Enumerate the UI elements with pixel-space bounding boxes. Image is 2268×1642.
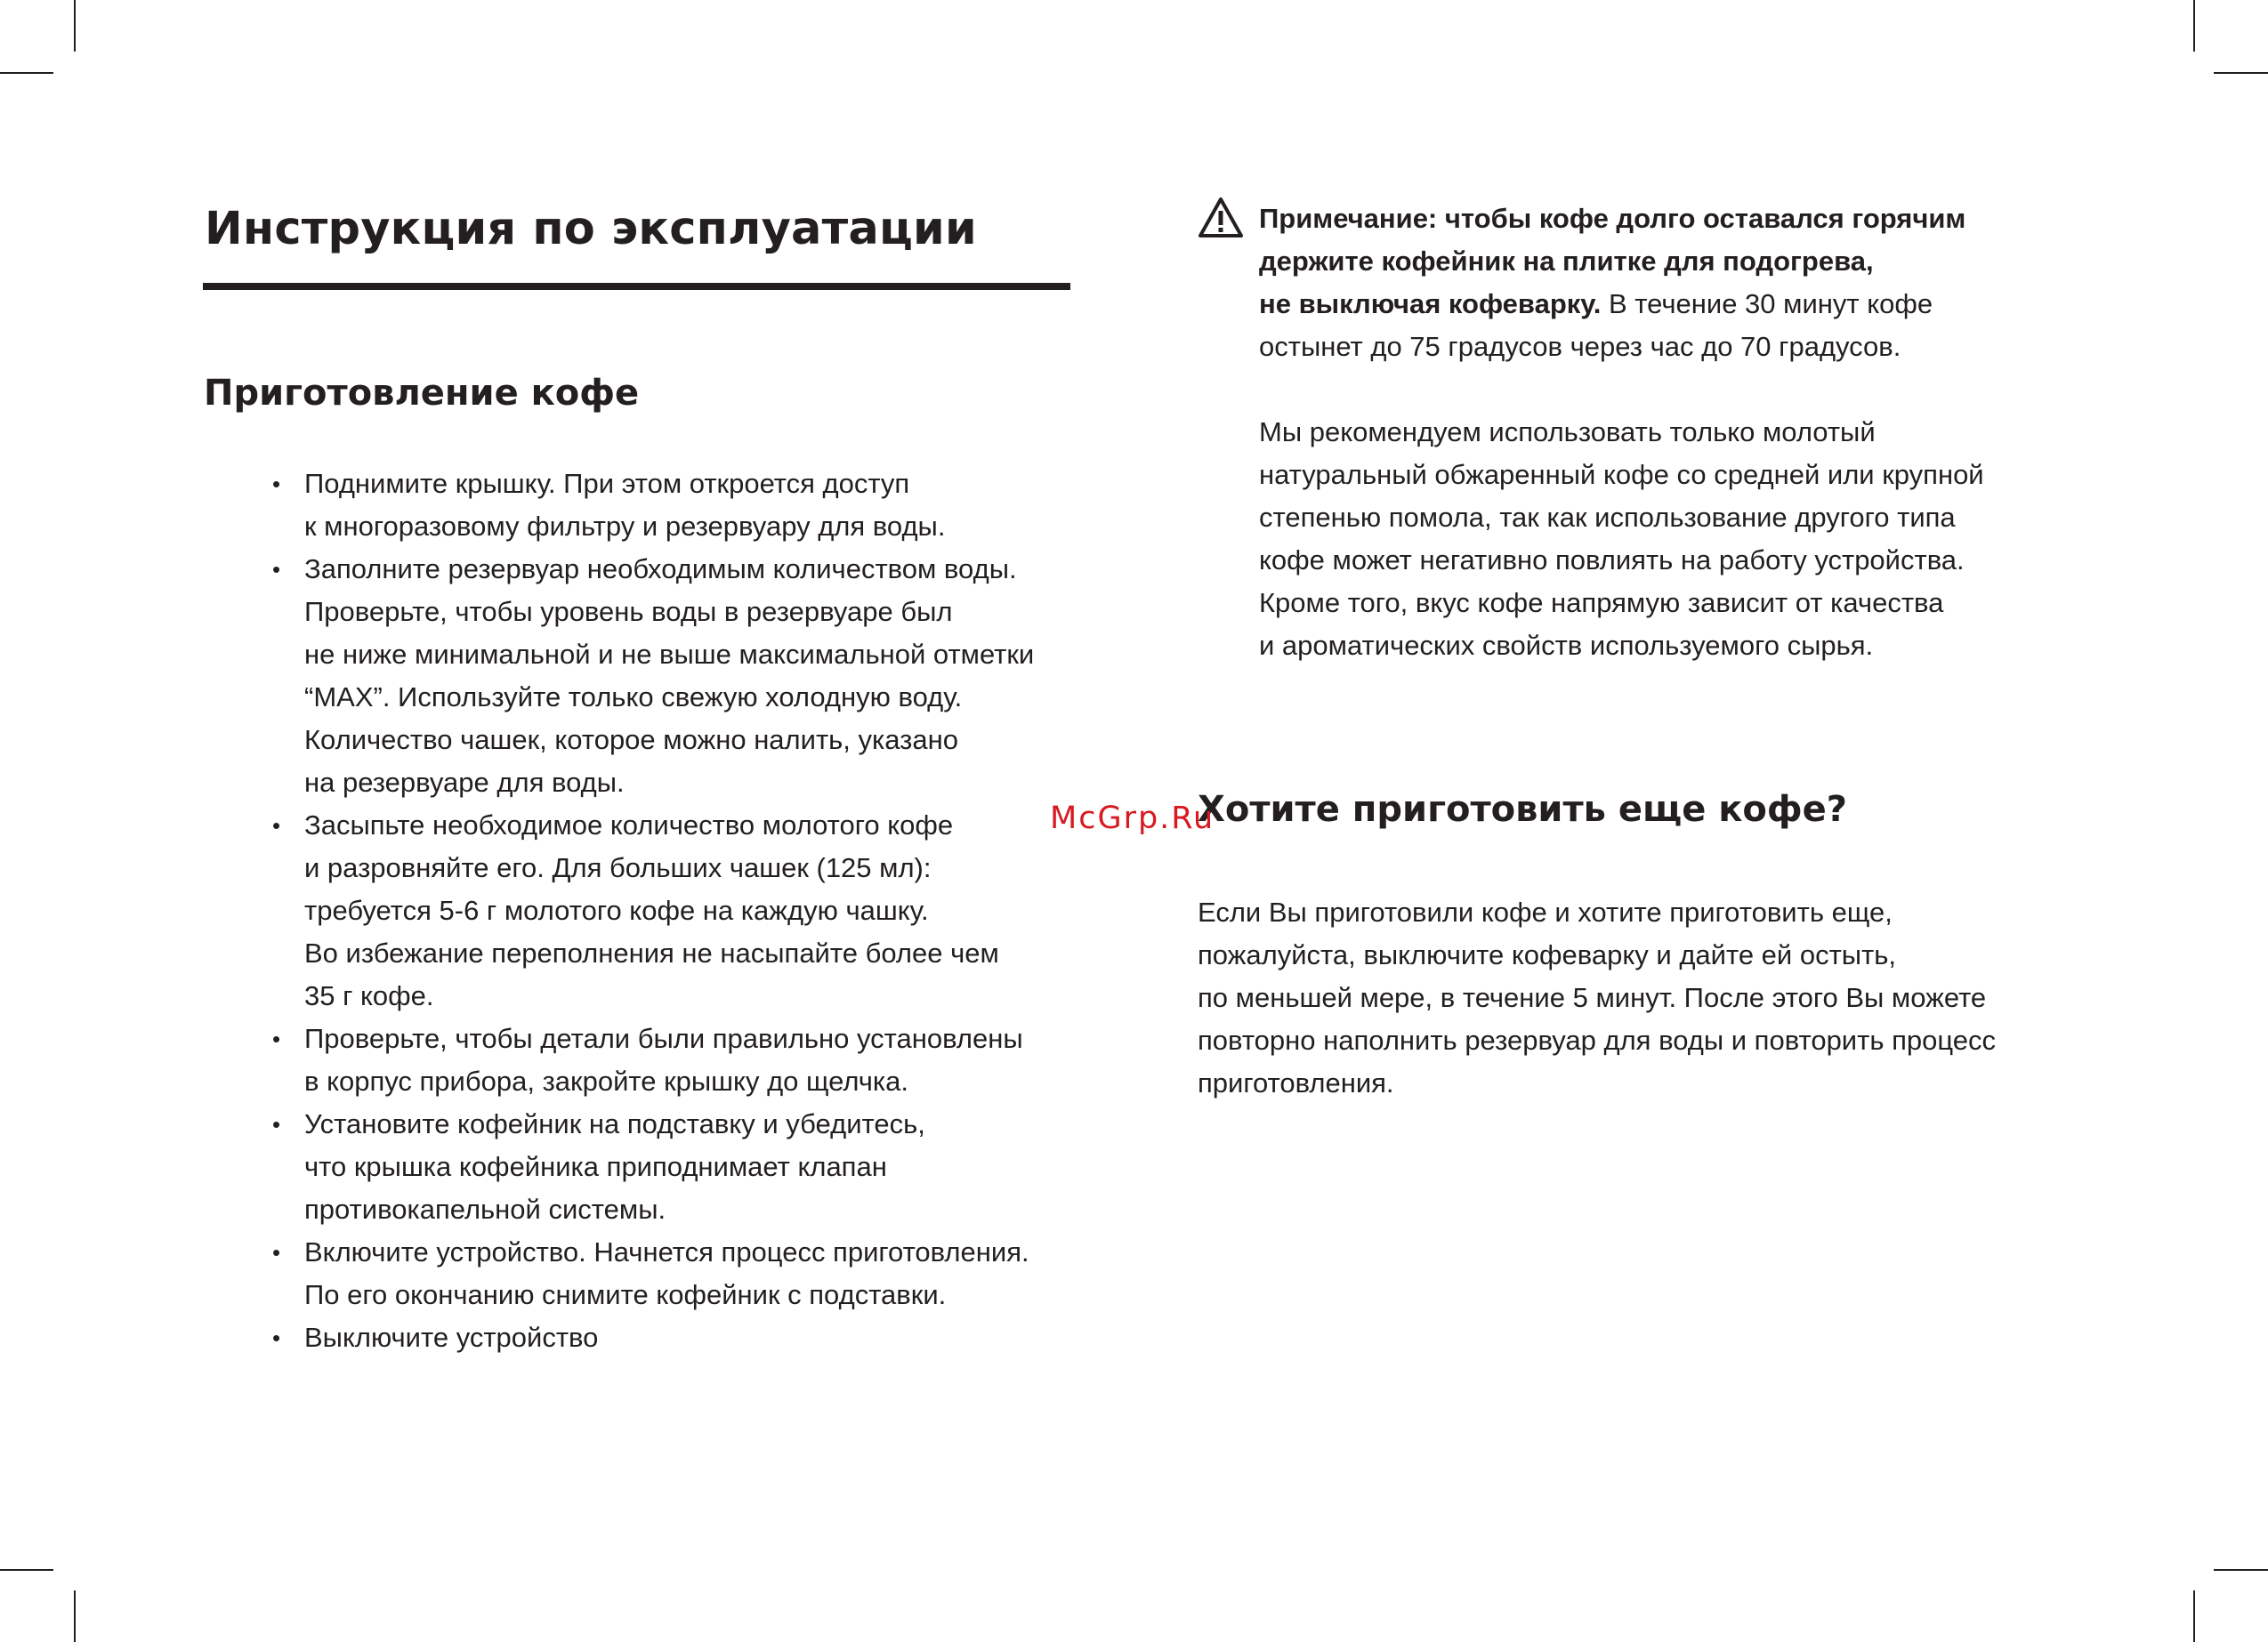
- crop-mark: [2214, 72, 2268, 74]
- list-item-line: Выключите устройство: [304, 1322, 599, 1353]
- crop-mark: [2214, 1569, 2268, 1571]
- page-title: Инструкция по эксплуатации: [205, 203, 977, 255]
- bullet: •: [272, 812, 281, 839]
- more-coffee-paragraph: [1198, 891, 1996, 1105]
- paragraph-line: Мы рекомендуем использовать только молотый: [1259, 416, 1876, 447]
- list-item-line: Проверьте, чтобы уровень воды в резервуаре был: [304, 596, 953, 627]
- warning-triangle-icon: [1198, 196, 1244, 238]
- list-item: [267, 1316, 1034, 1359]
- paragraph-line: пожалуйста, выключите кофеварку и дайте ей остыть,: [1198, 939, 1897, 970]
- note-continuation: В течение 30 минут кофе: [1601, 288, 1933, 319]
- list-item-line: в корпус прибора, закройте крышку до щелчка.: [304, 1066, 909, 1097]
- paragraph-line: натуральный обжаренный кофе со средней или крупной: [1259, 459, 1984, 490]
- list-item-line: Поднимите крышку. При этом откроется доступ: [304, 468, 910, 499]
- note-line: держите кофейник на плитке для подогрева,: [1259, 245, 1874, 277]
- list-item-line: не ниже минимальной и не выше максимальной отметки: [304, 639, 1035, 670]
- paragraph-line: повторно наполнить резервуар для воды и повторить процесс: [1198, 1025, 1997, 1056]
- paragraph-line: и ароматических свойств используемого сырья.: [1259, 630, 1874, 661]
- list-item-line: Во избежание переполнения не насыпайте более чем: [304, 938, 999, 969]
- list-item-line: Заполните резервуар необходимым количеством воды.: [304, 553, 1017, 584]
- section-heading-brewing: Приготовление кофе: [204, 373, 640, 414]
- bullet: •: [272, 556, 281, 583]
- list-item: [267, 1018, 1034, 1103]
- list-item-line: Проверьте, чтобы детали были правильно установлены: [304, 1023, 1023, 1054]
- paragraph-line: приготовления.: [1198, 1067, 1394, 1099]
- section-heading-more-coffee: Хотите приготовить еще кофе?: [1198, 789, 1847, 830]
- note-line: [1259, 283, 1965, 326]
- paragraph-line: Кроме того, вкус кофе напрямую зависит от качества: [1259, 587, 1944, 618]
- list-item-line: и разровняйте его. Для больших чашек (125 мл):: [304, 852, 932, 883]
- bullet: •: [272, 1239, 281, 1266]
- list-item-line: По его окончанию снимите кофейник с подставки.: [304, 1279, 947, 1310]
- crop-mark: [2193, 1590, 2195, 1642]
- paragraph-line: кофе может негативно повлиять на работу устройства.: [1259, 544, 1965, 576]
- crop-mark: [0, 72, 53, 74]
- paragraph-line: степенью помола, так как использование другого типа: [1259, 502, 1956, 533]
- instructions-list: [267, 463, 1034, 1359]
- list-item-line: Количество чашек, которое можно налить, указано: [304, 724, 958, 755]
- recommendation-paragraph: [1259, 411, 1984, 667]
- note-text: [1259, 197, 1965, 368]
- paragraph-line: по меньшей мере, в течение 5 минут. После этого Вы можете: [1198, 982, 1987, 1013]
- list-item-line: к многоразовому фильтру и резервуару для воды.: [304, 511, 946, 542]
- list-item-line: Установите кофейник на подставку и убедитесь,: [304, 1108, 925, 1139]
- list-item: [267, 1103, 1034, 1231]
- list-item-line: “MAX”. Используйте только свежую холодную воду.: [304, 681, 963, 712]
- list-item: [267, 1231, 1034, 1316]
- watermark: McGrp.Ru: [1050, 801, 1215, 836]
- paragraph-line: Если Вы приготовили кофе и хотите приготовить еще,: [1198, 897, 1893, 928]
- list-item-line: 35 г кофе.: [304, 980, 434, 1011]
- note-line: остынет до 75 градусов через час до 70 градусов.: [1259, 331, 1901, 362]
- crop-mark: [74, 1590, 76, 1642]
- crop-mark: [74, 0, 76, 52]
- bullet: •: [272, 1026, 281, 1052]
- list-item: [267, 804, 1034, 1018]
- note-emphasis: не выключая кофеварку.: [1259, 288, 1602, 319]
- list-item: [267, 548, 1034, 804]
- list-item-line: на резервуаре для воды.: [304, 767, 625, 798]
- list-item-line: Включите устройство. Начнется процесс приготовления.: [304, 1236, 1029, 1268]
- list-item-line: противокапельной системы.: [304, 1194, 666, 1225]
- crop-mark: [2193, 0, 2195, 52]
- list-item-line: что крышка кофейника приподнимает клапан: [304, 1151, 887, 1182]
- bullet: •: [272, 1324, 281, 1351]
- crop-mark: [0, 1569, 53, 1571]
- list-item-line: требуется 5-6 г молотого кофе на каждую чашку.: [304, 895, 929, 926]
- list-item: [267, 463, 1034, 548]
- note-line: Примечание: чтобы кофе долго оставался горячим: [1259, 203, 1966, 234]
- bullet: •: [272, 1111, 281, 1138]
- title-divider: [203, 283, 1070, 290]
- bullet: •: [272, 471, 281, 497]
- list-item-line: Засыпьте необходимое количество молотого кофе: [304, 809, 954, 841]
